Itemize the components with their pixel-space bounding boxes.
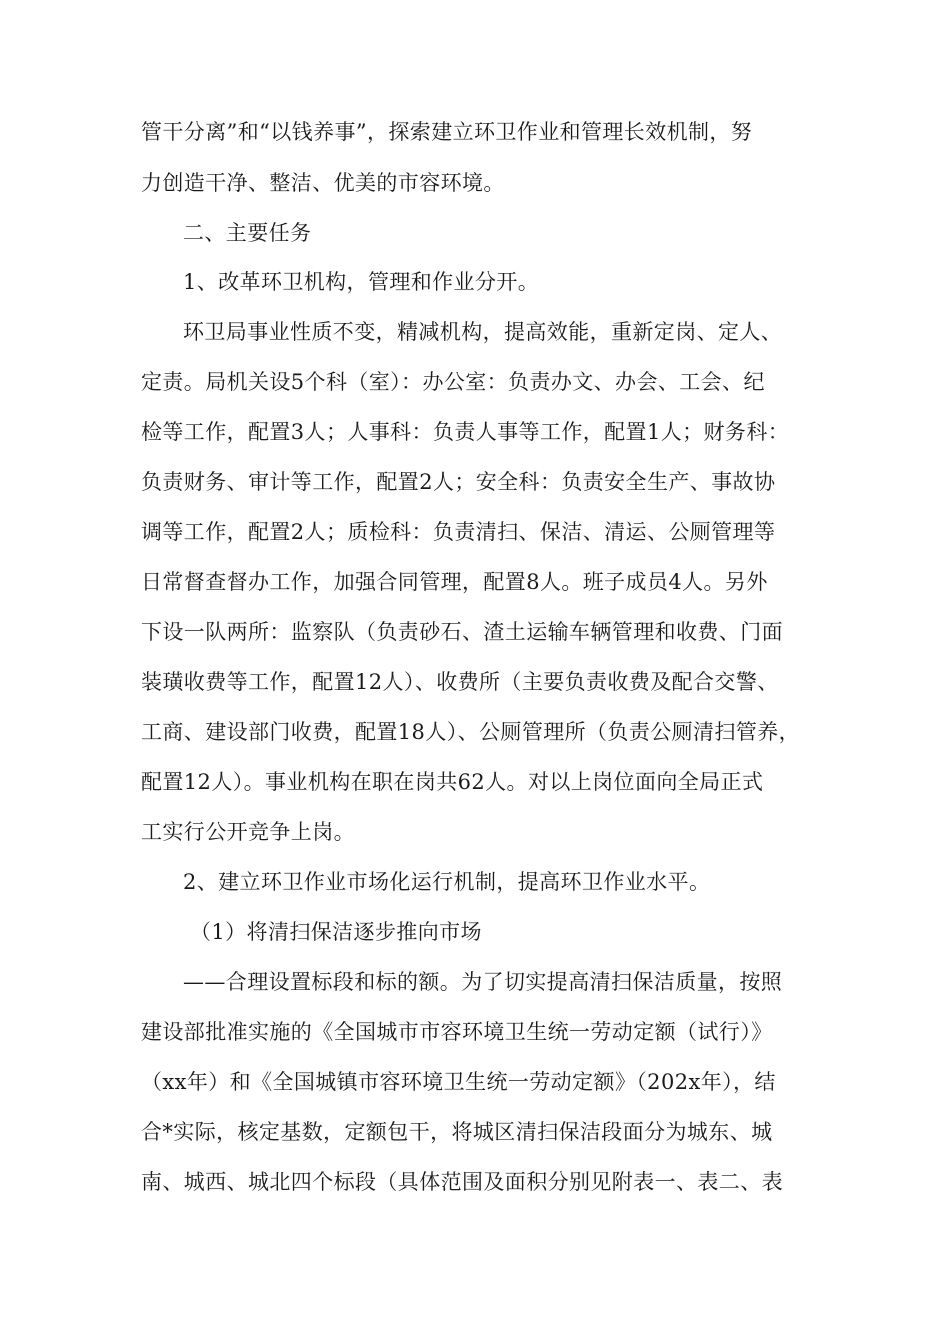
item-heading: （1）将清扫保洁逐步推向市场 xyxy=(190,920,482,944)
text-line: ——合理设置标段和标的额。为了切实提高清扫保洁质量，按照 xyxy=(183,970,783,994)
subsection-heading: 1、改革环卫机构，管理和作业分开。 xyxy=(183,270,540,294)
text-line: 工实行公开竞争上岗。 xyxy=(141,820,355,844)
section-heading: 二、主要任务 xyxy=(183,221,312,245)
subsection-heading: 2、建立环卫作业市场化运行机制，提高环卫作业水平。 xyxy=(183,870,711,894)
text-line: （xx年）和《全国城镇市容环境卫生统一劳动定额》（202x年），结 xyxy=(141,1070,776,1094)
text-line: 配置12人）。事业机构在职在岗共62人。对以上岗位面向全局正式 xyxy=(141,770,764,794)
text-line: 环卫局事业性质不变，精减机构，提高效能，重新定岗、定人、 xyxy=(183,320,783,344)
text-line: 日常督查督办工作，加强合同管理，配置8人。班子成员4人。另外 xyxy=(141,570,768,594)
text-line: 负责财务、审计等工作，配置2人；安全科：负责安全生产、事故协 xyxy=(141,470,776,494)
text-line: 力创造干净、整洁、优美的市容环境。 xyxy=(141,171,505,195)
text-line: 下设一队两所：监察队（负责砂石、渣土运输车辆管理和收费、门面 xyxy=(141,620,783,644)
text-line: 南、城西、城北四个标段（具体范围及面积分别见附表一、表二、表 xyxy=(141,1170,783,1194)
text-line: 建设部批准实施的《全国城市市容环境卫生统一劳动定额（试行）》 xyxy=(141,1020,773,1044)
text-line: 定责。局机关设5个科（室）：办公室：负责办文、办会、工会、纪 xyxy=(141,370,765,394)
text-line: 检等工作，配置3人；人事科：负责人事等工作，配置1人；财务科： xyxy=(141,420,790,444)
text-line: 调等工作，配置2人；质检科：负责清扫、保洁、清运、公厕管理等 xyxy=(141,520,776,544)
text-line: 合*实际，核定基数，定额包干，将城区清扫保洁段面分为城东、城 xyxy=(141,1120,773,1144)
text-line: 装璜收费等工作，配置12人）、收费所（主要负责收费及配合交警、 xyxy=(141,670,779,694)
text-line: 管干分离”和“以钱养事”，探索建立环卫作业和管理长效机制，努 xyxy=(141,120,753,144)
text-line: 工商、建设部门收费，配置18人）、公厕管理所（负责公厕清扫管养， xyxy=(141,720,801,744)
